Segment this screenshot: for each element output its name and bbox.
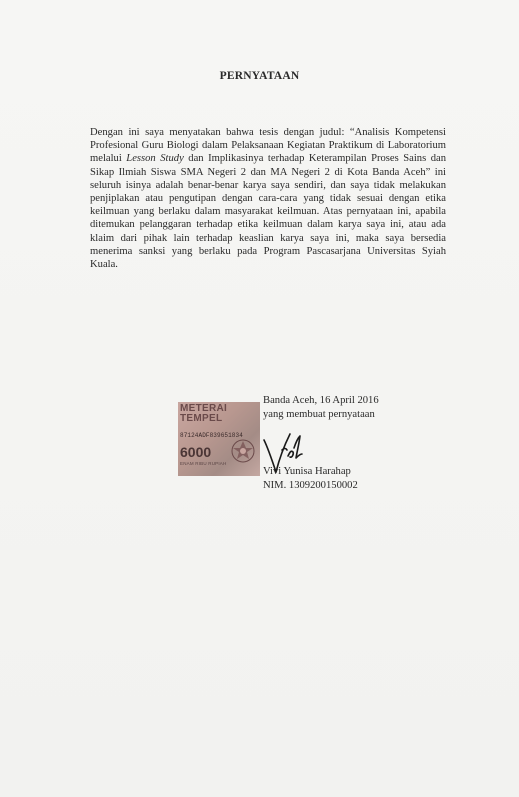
- paragraph-line: klaim dari pihak lain terhadap keaslian karya saya ini, maka saya bersedia: [90, 232, 446, 244]
- paragraph-line: menerima sanksi yang berlaku pada Program Pascasarjana Universitas Syiah: [90, 245, 446, 257]
- paragraph-line: ditemukan pelanggaran terhadap etika keilmuan dalam karya saya ini, atau ada: [90, 219, 446, 231]
- signer-caption: yang membuat pernyataan: [263, 409, 375, 420]
- paragraph-line: keilmuan yang berlaku dalam masyarakat keilmuan. Atas pernyataan ini, apabila: [90, 206, 446, 218]
- stamp-serial: 87124ADF839651834: [180, 432, 243, 439]
- document-title: PERNYATAAN: [219, 70, 300, 82]
- signature-header: [263, 394, 379, 422]
- paragraph-text: dan Implikasinya terhadap Keterampilan Proses Sains dan: [183, 153, 447, 165]
- stamp-title: [180, 404, 227, 424]
- paragraph-italic-text: Lesson Study: [126, 153, 184, 165]
- revenue-stamp: [178, 402, 260, 476]
- paragraph-line: Kuala.: [90, 259, 118, 271]
- paragraph-line: seluruh isinya adalah benar-benar karya saya sendiri, dan saya tidak melakukan: [90, 179, 446, 191]
- paragraph-line: Dengan ini saya menyatakan bahwa tesis dengan judul: “Analisis Kompetensi: [90, 127, 446, 138]
- paragraph-line: Profesional Guru Biologi dalam Pelaksanaan Kegiatan Praktikum di Laboratorium: [90, 140, 446, 152]
- stamp-title-line1: METERAI: [180, 403, 228, 414]
- statement-paragraph: [90, 126, 446, 271]
- place-date: Banda Aceh, 16 April 2016: [263, 395, 379, 406]
- stamp-value: 6000: [180, 444, 212, 460]
- stamp-title-line2: TEMPEL: [180, 413, 223, 424]
- paragraph-line: penjiplakan atau pengutipan dengan cara-cara yang tidak sesuai dengan etika: [90, 193, 446, 205]
- signer-name: Vivi Yunisa Harahap: [263, 466, 351, 477]
- stamp-value-words: ENAM RIBU RUPIAH: [180, 461, 227, 466]
- paragraph-text: melalui: [90, 153, 127, 165]
- paragraph-line: Sikap Ilmiah Siswa SMA Negeri 2 dan MA Negeri 2 di Kota Banda Aceh” ini: [90, 166, 446, 178]
- paragraph-line: [90, 152, 446, 165]
- signer-details: [263, 465, 358, 493]
- signer-nim: NIM. 1309200150002: [263, 480, 358, 491]
